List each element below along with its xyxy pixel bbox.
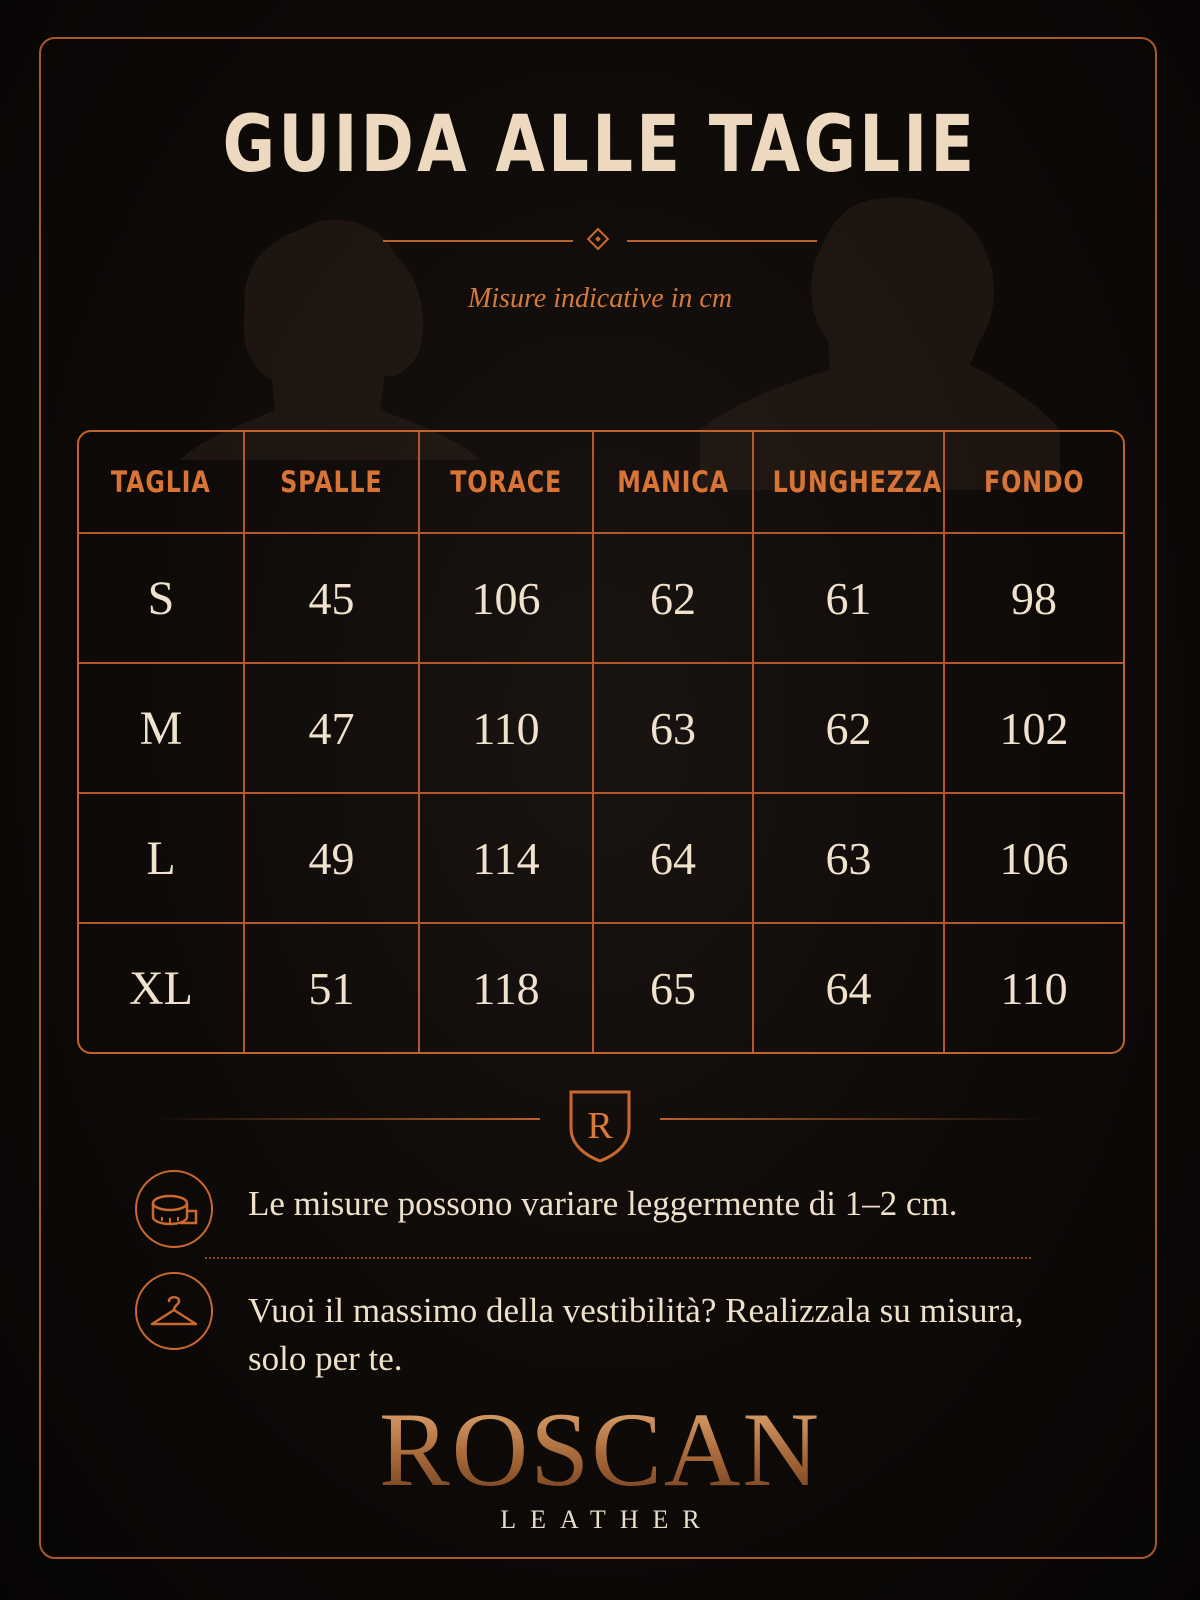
table-cell: 64: [754, 924, 945, 1052]
emblem-divider-right: [660, 1118, 1050, 1120]
table-cell: 106: [945, 794, 1123, 924]
page-title: GUIDA ALLE TAGLIE: [222, 100, 978, 190]
table-cell: 63: [754, 794, 945, 924]
table-row: [79, 924, 1123, 1052]
table-cell: 106: [420, 534, 594, 664]
table-cell: 110: [1000, 962, 1068, 1014]
title-divider-left: [383, 240, 573, 242]
header-taglia: TAGLIA: [79, 432, 245, 534]
emblem-divider-left: [150, 1118, 540, 1120]
table-cell: 62: [754, 664, 945, 794]
table-row: [79, 664, 1123, 794]
header-lunghezza: LUNGHEZZA: [754, 432, 945, 534]
note-custom-fit: Vuoi il massimo della vestibilità? Realizzala su misura, solo per te.: [248, 1291, 1024, 1378]
size-cell: XL: [79, 924, 245, 1052]
size-cell: S: [79, 534, 245, 664]
table-row: [79, 794, 1123, 924]
shield-emblem-icon: [565, 1088, 635, 1164]
table-cell: 118: [420, 924, 594, 1052]
title-divider-right: [627, 240, 817, 242]
table-cell: 102: [945, 664, 1123, 794]
brand-logo: ROSCAN: [0, 1400, 1200, 1500]
size-table: [77, 430, 1125, 1054]
notes-divider: [205, 1257, 1031, 1259]
table-cell: 47: [245, 664, 420, 794]
size-cell: M: [79, 664, 245, 794]
woman-silhouette-illustration: [180, 200, 480, 460]
table-cell: 49: [245, 794, 420, 924]
page-subtitle: Misure indicative in cm: [467, 283, 733, 314]
hanger-icon: [135, 1272, 213, 1350]
table-cell: 62: [594, 534, 754, 664]
table-cell: 98: [945, 534, 1123, 664]
header-manica: MANICA: [594, 432, 754, 534]
table-cell: 63: [594, 664, 754, 794]
table-cell: 61: [754, 534, 945, 664]
size-cell: L: [79, 794, 245, 924]
table-cell: 64: [594, 794, 754, 924]
note-measurement-variance: Le misure possono variare leggermente di 1–2 cm.: [248, 1184, 958, 1223]
header-fondo: FONDO: [945, 432, 1123, 534]
table-cell: 51: [245, 924, 420, 1052]
measuring-tape-icon: [135, 1170, 213, 1248]
table-cell: 114: [420, 794, 594, 924]
table-cell: 110: [420, 664, 594, 794]
emblem-letter: R: [587, 1105, 613, 1147]
table-cell: 65: [594, 924, 754, 1052]
table-header-row: [79, 432, 1123, 534]
table-row: [79, 534, 1123, 664]
header-torace: TORACE: [420, 432, 594, 534]
header-spalle: SPALLE: [245, 432, 420, 534]
table-cell: 45: [245, 534, 420, 664]
brand-subtitle: LEATHER: [500, 1505, 714, 1534]
